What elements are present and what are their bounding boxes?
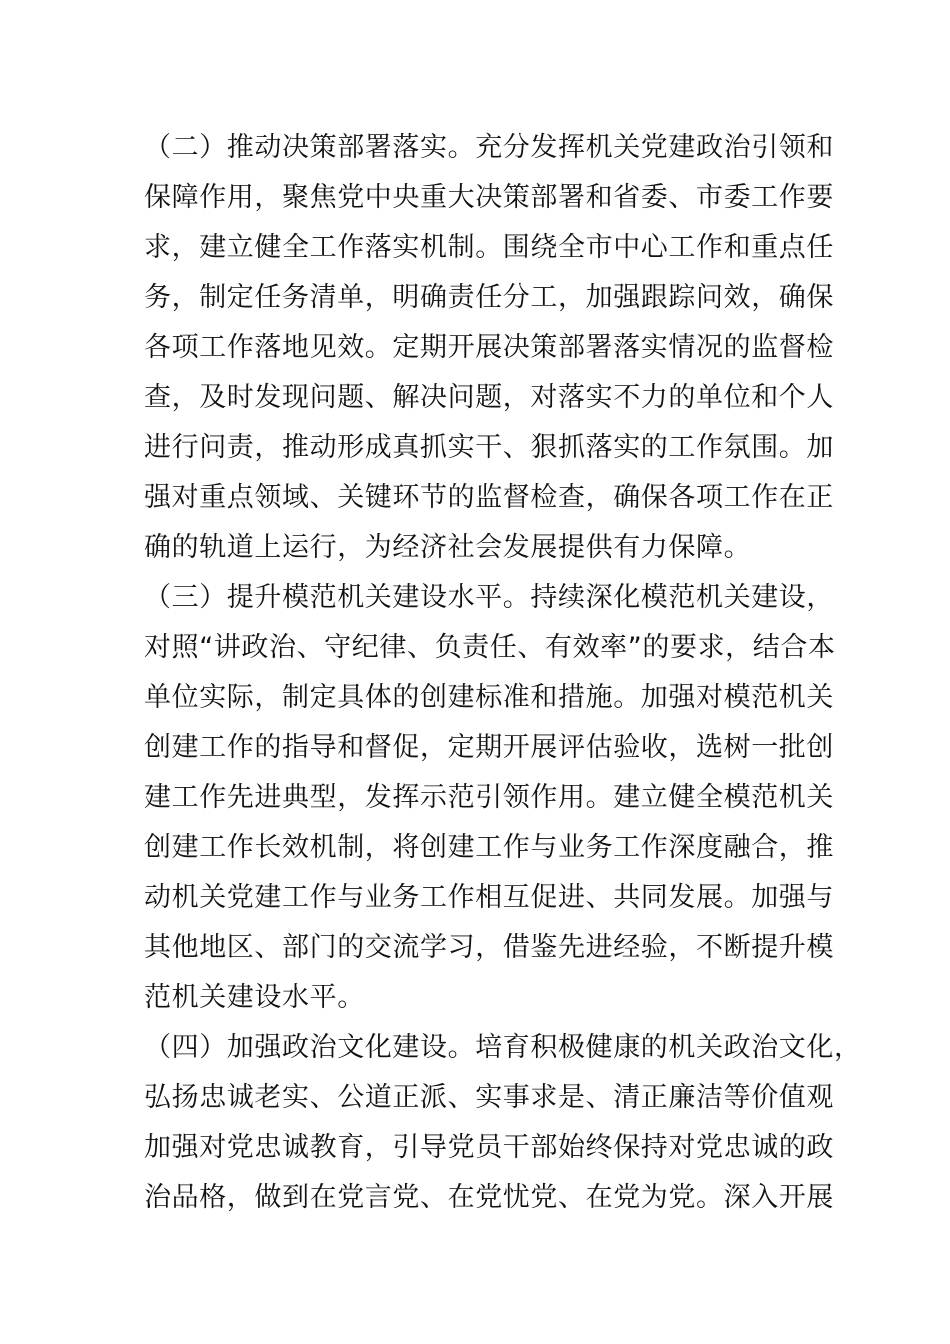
- text-line: 确的轨道上运行，为经济社会发展提供有力保障。: [144, 532, 752, 563]
- text-line: 治品格，做到在党言党、在党忧党、在党为党。深入开展: [144, 1182, 834, 1213]
- text-line: 范机关建设水平。: [144, 982, 365, 1013]
- text-line: 动机关党建工作与业务工作相互促进、共同发展。加强与: [144, 882, 834, 913]
- text-line: 对照“讲政治、守纪律、负责任、有效率”的要求，结合本: [144, 632, 836, 663]
- text-line: （二）推动决策部署落实。充分发挥机关党建政治引领和: [144, 132, 834, 163]
- text-line: 保障作用，聚焦党中央重大决策部署和省委、市委工作要: [144, 182, 834, 213]
- text-line: 求，建立健全工作落实机制。围绕全市中心工作和重点任: [144, 232, 834, 263]
- text-line: （三）提升模范机关建设水平。持续深化模范机关建设，: [144, 582, 834, 613]
- text-line: 查，及时发现问题、解决问题，对落实不力的单位和个人: [144, 382, 834, 413]
- text-line: 加强对党忠诚教育，引导党员干部始终保持对党忠诚的政: [144, 1132, 834, 1163]
- text-line: （四）加强政治文化建设。培育积极健康的机关政治文化，: [144, 1032, 862, 1063]
- text-line: 创建工作长效机制，将创建工作与业务工作深度融合，推: [144, 832, 834, 863]
- text-line: 弘扬忠诚老实、公道正派、实事求是、清正廉洁等价值观: [144, 1082, 834, 1113]
- text-line: 务，制定任务清单，明确责任分工，加强跟踪问效，确保: [144, 282, 834, 313]
- text-line: 创建工作的指导和督促，定期开展评估验收，选树一批创: [144, 732, 834, 763]
- text-line: 各项工作落地见效。定期开展决策部署落实情况的监督检: [144, 332, 834, 363]
- text-line: 强对重点领域、关键环节的监督检查，确保各项工作在正: [144, 482, 834, 513]
- document-body: [144, 123, 862, 1223]
- text-line: 建工作先进典型，发挥示范引领作用。建立健全模范机关: [144, 782, 834, 813]
- text-line: 进行问责，推动形成真抓实干、狠抓落实的工作氛围。加: [144, 432, 834, 463]
- text-line: 其他地区、部门的交流学习，借鉴先进经验，不断提升模: [144, 932, 834, 963]
- text-line: 单位实际，制定具体的创建标准和措施。加强对模范机关: [144, 682, 834, 713]
